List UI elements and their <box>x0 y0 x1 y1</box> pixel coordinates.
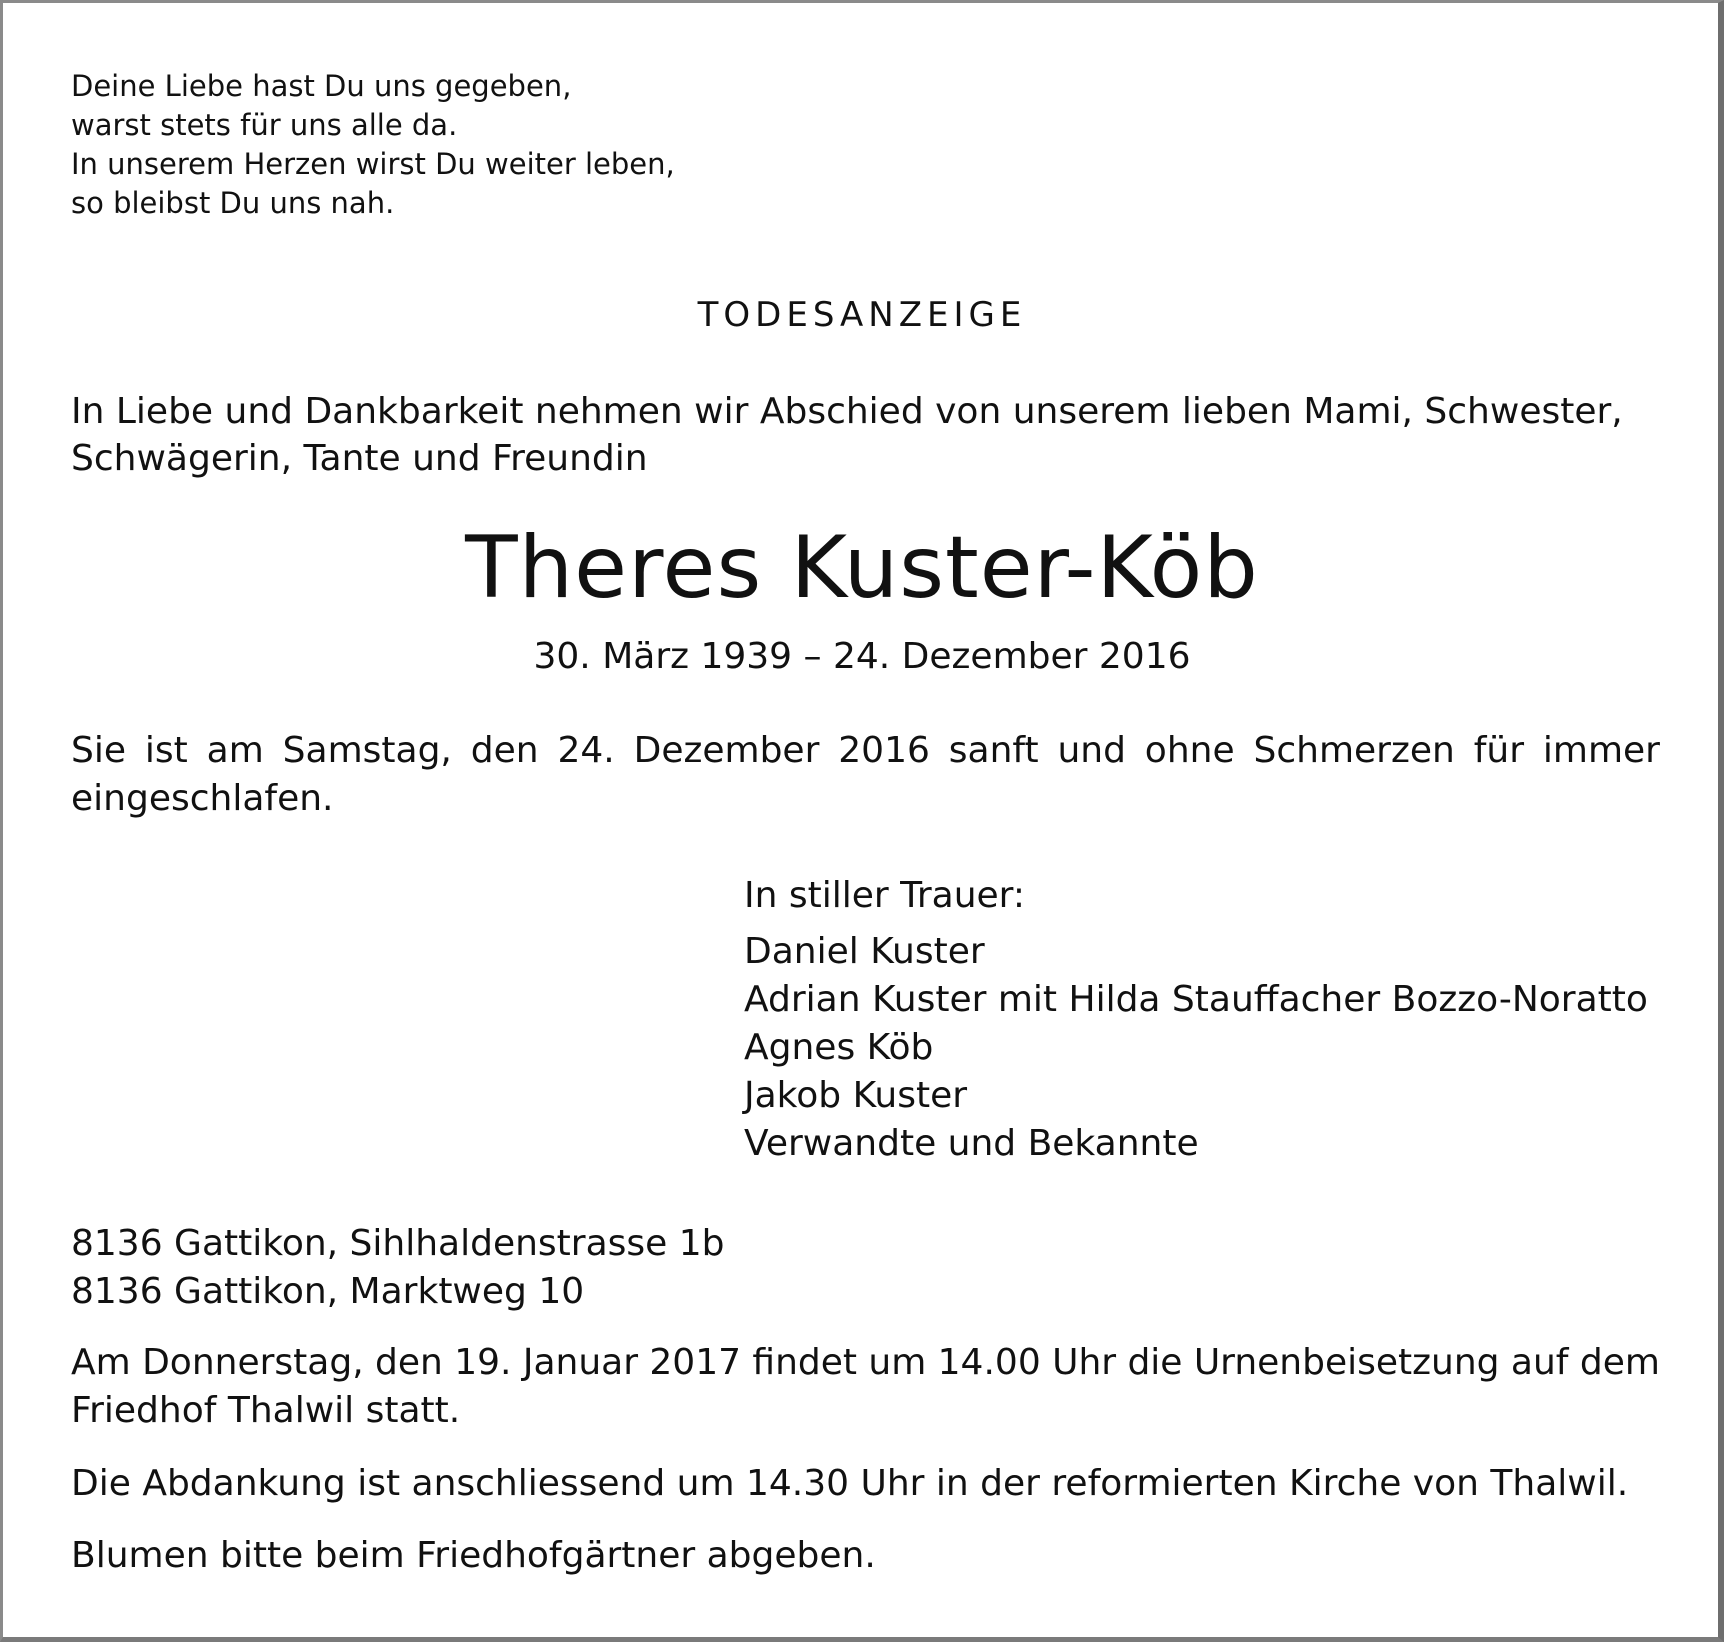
deceased-name: Theres Kuster-Köb <box>465 518 1259 618</box>
intro-line: In Liebe und Dankbarkeit nehmen wir Abschied von unserem lieben Mami, Schwester, <box>71 391 1623 432</box>
word: Sie <box>71 730 127 771</box>
word: Schmerzen <box>1253 730 1455 771</box>
mourner-name: Adrian Kuster mit Hilda Stauffacher Bozzo-Noratto <box>744 979 1648 1020</box>
intro-paragraph <box>71 388 1660 482</box>
word: dem <box>1579 1342 1660 1383</box>
word: 2016 <box>838 730 930 771</box>
word: für <box>1473 730 1524 771</box>
poem-line: In unserem Herzen wirst Du weiter leben, <box>71 147 675 181</box>
mourner-name: Daniel Kuster <box>744 931 985 972</box>
address-line: 8136 Gattikon, Sihlhaldenstrasse 1b <box>71 1223 725 1264</box>
word: ohne <box>1144 730 1235 771</box>
mourners-list <box>744 928 1648 1168</box>
poem-line: warst stets für uns alle da. <box>71 108 458 142</box>
memorial-poem <box>71 67 675 223</box>
word: Dezember <box>633 730 820 771</box>
abdankung-paragraph: Die Abdankung ist anschliessend um 14.30 Uhr in der reformierten Kirche von Thalwil. <box>71 1463 1629 1504</box>
mourner-name: Verwandte und Bekannte <box>744 1123 1199 1164</box>
word: den <box>470 730 539 771</box>
word: immer <box>1542 730 1660 771</box>
word: 24. <box>557 730 615 771</box>
poem-line: so bleibst Du uns nah. <box>71 186 395 220</box>
mourners-heading: In stiller Trauer: <box>744 875 1025 916</box>
word: ist <box>144 730 188 771</box>
ceremony-line-justified <box>71 1339 1660 1387</box>
word: 2017 <box>649 1342 742 1383</box>
word: sanft <box>948 730 1039 771</box>
mourner-name: Agnes Köb <box>744 1027 934 1068</box>
poem-line: Deine Liebe hast Du uns gegeben, <box>71 69 572 103</box>
word: um <box>868 1342 927 1383</box>
word: die <box>1127 1342 1183 1383</box>
word: Uhr <box>1052 1342 1117 1383</box>
word: Samstag, <box>282 730 452 771</box>
flowers-note: Blumen bitte beim Friedhofgärtner abgeben. <box>71 1535 876 1576</box>
passing-paragraph <box>71 727 1660 823</box>
intro-line: Schwägerin, Tante und Freundin <box>71 438 648 479</box>
addresses <box>71 1220 725 1316</box>
passing-line-justified <box>71 727 1660 775</box>
word: findet <box>752 1342 858 1383</box>
notice-heading: TODESANZEIGE <box>697 295 1027 335</box>
passing-line: eingeschlafen. <box>71 778 334 819</box>
word: den <box>375 1342 443 1383</box>
word: Donnerstag, <box>142 1342 364 1383</box>
word: Januar <box>522 1342 639 1383</box>
ceremony-paragraph <box>71 1339 1660 1435</box>
word: Am <box>71 1342 131 1383</box>
word: und <box>1057 730 1126 771</box>
word: auf <box>1510 1342 1569 1383</box>
life-dates: 30. März 1939 – 24. Dezember 2016 <box>533 636 1191 677</box>
mourner-name: Jakob Kuster <box>744 1075 968 1116</box>
ceremony-line: Friedhof Thalwil statt. <box>71 1390 461 1431</box>
address-line: 8136 Gattikon, Marktweg 10 <box>71 1271 585 1312</box>
word: 14.00 <box>937 1342 1041 1383</box>
word: 19. <box>454 1342 512 1383</box>
word: Urnenbeisetzung <box>1193 1342 1500 1383</box>
word: am <box>206 730 264 771</box>
